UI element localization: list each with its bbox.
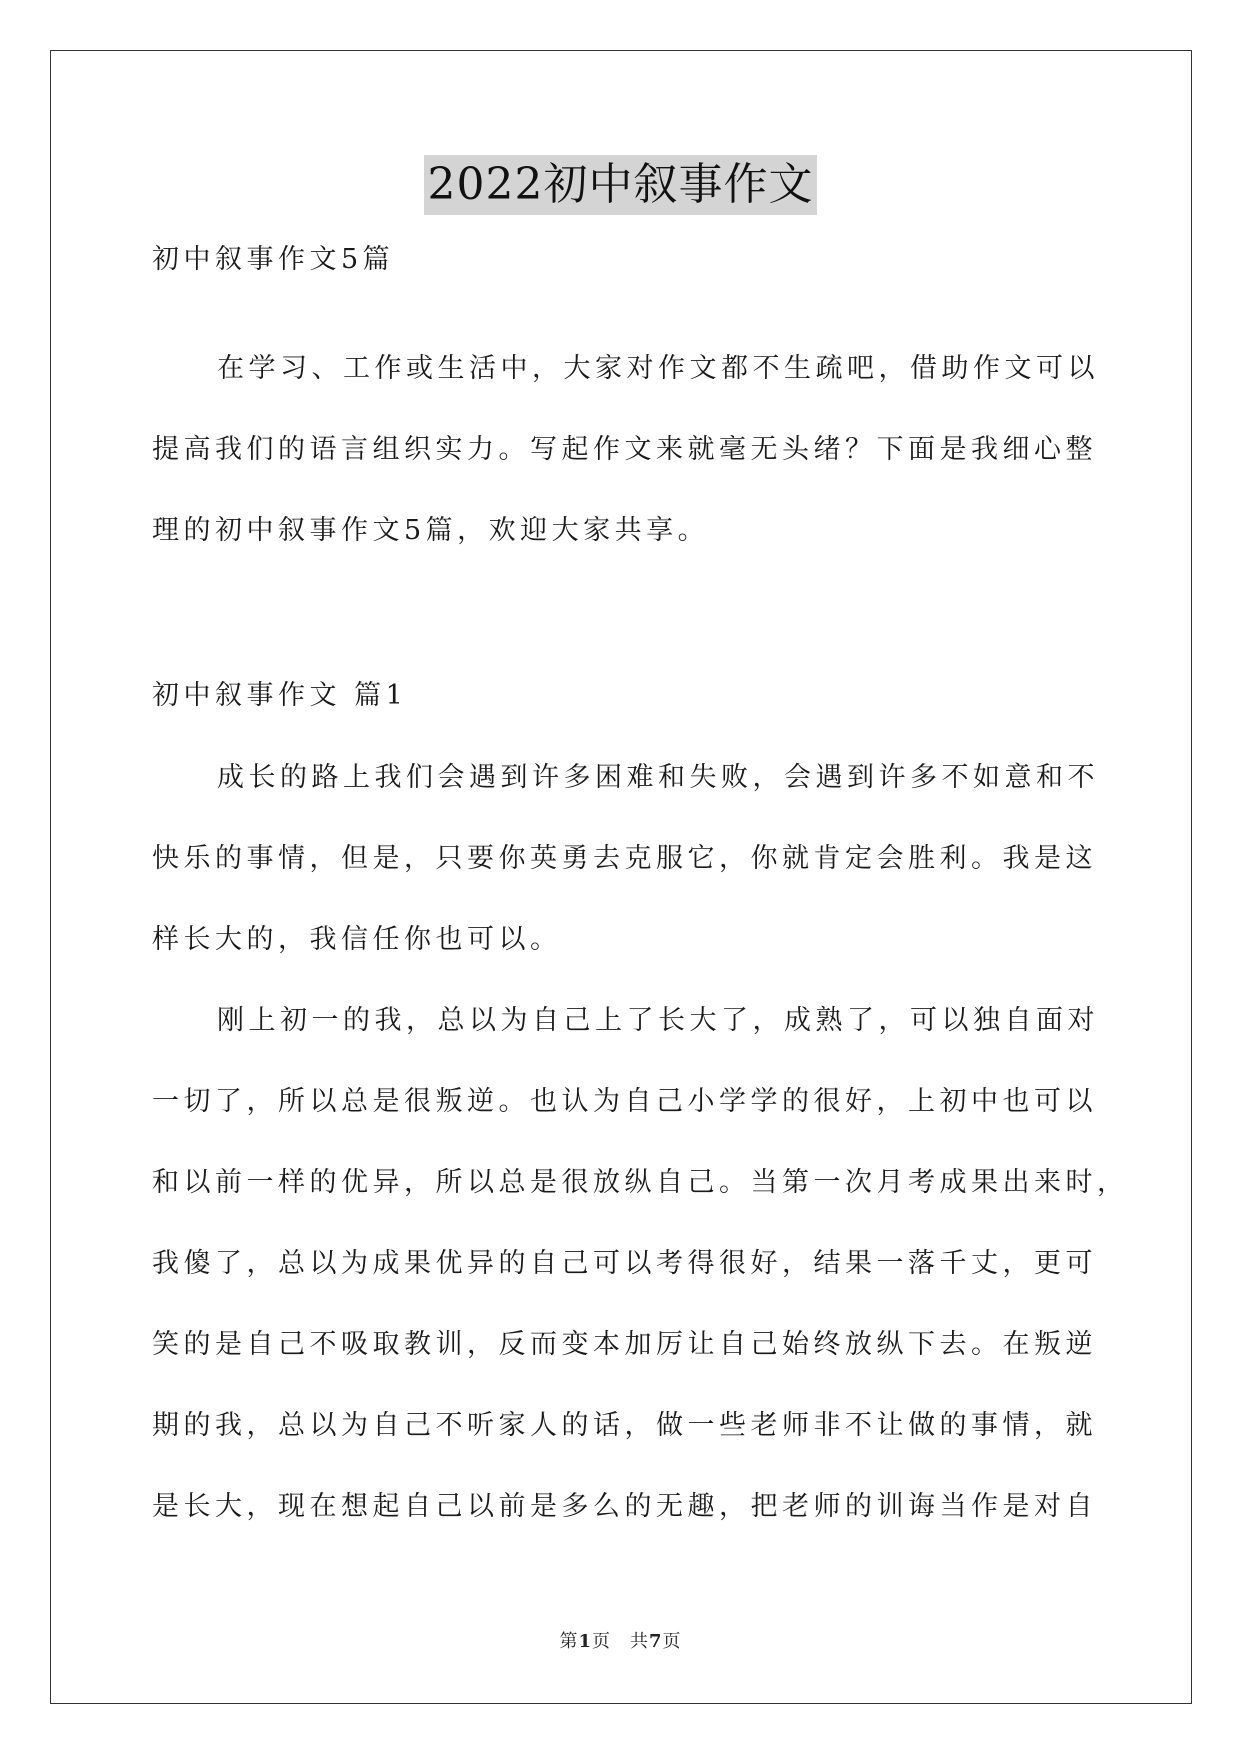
page-footer <box>0 1630 1241 1654</box>
document-title <box>0 155 1241 218</box>
footer-total-pages: 7 <box>649 1631 663 1652</box>
intro-line-3: 理的初中叙事作文5篇，欢迎大家共享。 <box>152 515 710 546</box>
footer-suffix: 页 <box>662 1631 682 1652</box>
title-text: 2022初中叙事作文 <box>424 155 818 215</box>
paragraph2-line-7: 是长大，现在想起自己以前是多么的无趣，把老师的训诲当作是对自 <box>152 1491 1097 1522</box>
paragraph2-line-6: 期的我，总以为自己不听家人的话，做一些老师非不让做的事情，就 <box>152 1410 1097 1441</box>
paragraph1-line-2: 快乐的事情，但是，只要你英勇去克服它，你就肯定会胜利。我是这 <box>152 843 1097 874</box>
intro-line-1: 在学习、工作或生活中，大家对作文都不生疏吧，借助作文可以 <box>217 353 1099 384</box>
footer-prefix: 第 <box>559 1631 579 1652</box>
footer-page-number: 1 <box>578 1631 592 1652</box>
subtitle: 初中叙事作文5篇 <box>152 244 395 275</box>
paragraph2-line-4: 我傻了，总以为成果优异的自己可以考得很好，结果一落千丈，更可 <box>152 1248 1097 1279</box>
section-heading: 初中叙事作文 篇1 <box>152 680 408 711</box>
paragraph2-line-3: 和以前一样的优异，所以总是很放纵自己。当第一次月考成果出来时， <box>152 1167 1129 1198</box>
paragraph2-line-1: 刚上初一的我，总以为自己上了长大了，成熟了，可以独自面对 <box>217 1005 1099 1036</box>
paragraph1-line-3: 样长大的，我信任你也可以。 <box>152 924 562 955</box>
footer-middle: 页 共 <box>592 1631 649 1652</box>
intro-line-2: 提高我们的语言组织实力。写起作文来就毫无头绪？下面是我细心整 <box>152 434 1097 465</box>
paragraph1-line-1: 成长的路上我们会遇到许多困难和失败，会遇到许多不如意和不 <box>217 762 1099 793</box>
paragraph2-line-5: 笑的是自己不吸取教训，反而变本加厉让自己始终放纵下去。在叛逆 <box>152 1329 1097 1360</box>
paragraph2-line-2: 一切了，所以总是很叛逆。也认为自己小学学的很好，上初中也可以 <box>152 1086 1097 1117</box>
